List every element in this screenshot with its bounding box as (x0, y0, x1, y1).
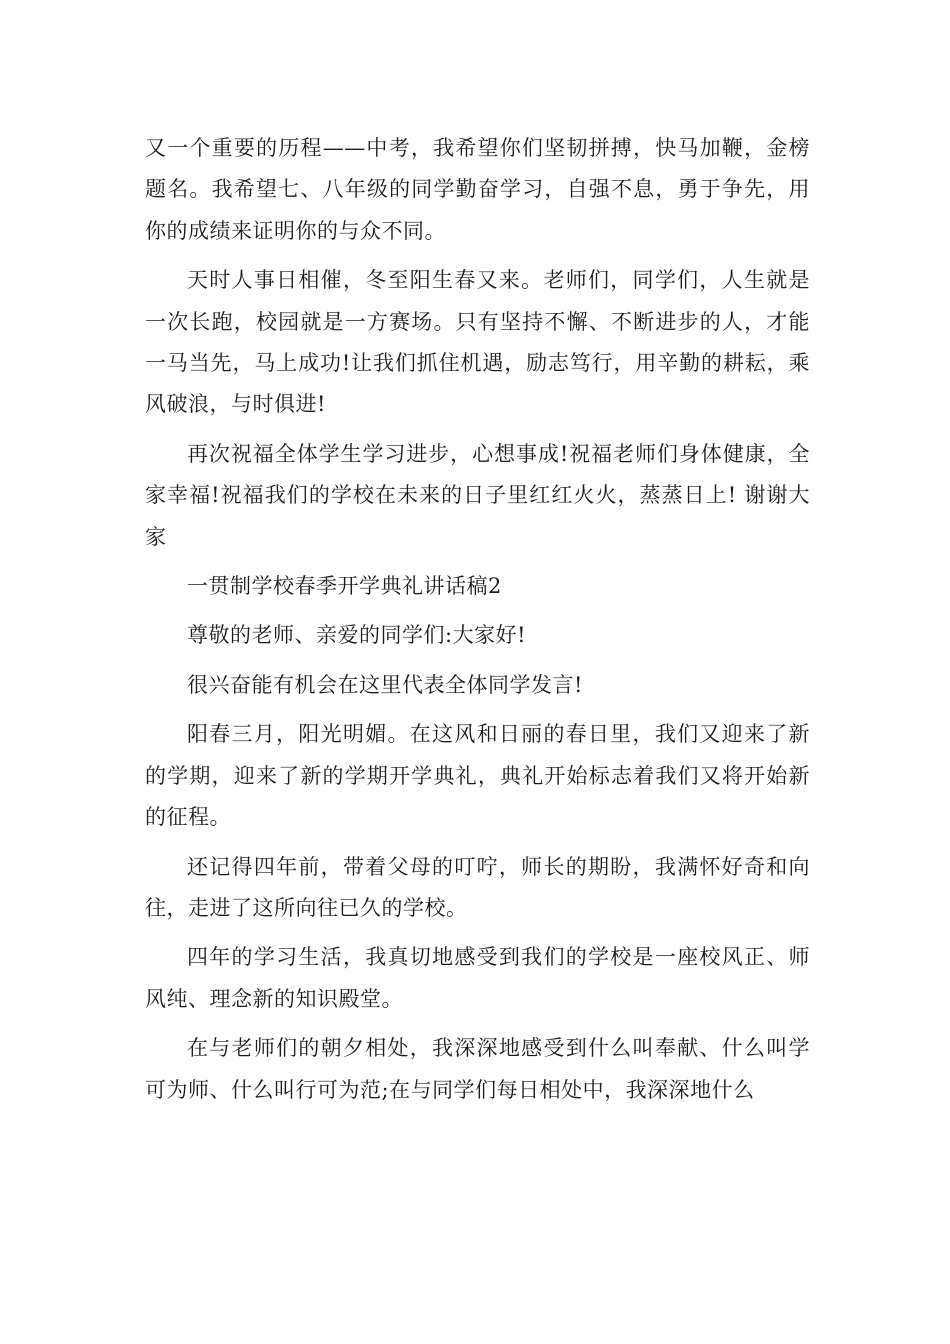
document-body (145, 128, 810, 1119)
salutation: 尊敬的老师、亲爱的同学们:大家好! (187, 623, 527, 648)
paragraph: 四年的学习生活，我真切地感受到我们的学校是一座校风正、师风纯、理念新的知识殿堂。 (145, 945, 810, 1011)
paragraph: 还记得四年前，带着父母的叮咛，师长的期盼，我满怀好奇和向往，走进了这所向往已久的学校。 (145, 854, 810, 920)
paragraph: 在与老师们的朝夕相处，我深深地感受到什么叫奉献、什么叫学可为师、什么叫行可为范;在与同学们每日相处中，我深深地什么 (145, 1036, 810, 1102)
paragraph: 很兴奋能有机会在这里代表全体同学发言! (187, 672, 583, 697)
paragraph-continuation: 又一个重要的历程——中考，我希望你们坚韧拼搏，快马加鞭，金榜题名。我希望七、八年级的同学勤奋学习，自强不息，勇于争先，用你的成绩来证明你的与众不同。 (145, 136, 810, 243)
paragraph: 阳春三月，阳光明媚。在这风和日丽的春日里，我们又迎来了新的学期，迎来了新的学期开学典礼，典礼开始标志着我们又将开始新的征程。 (145, 722, 810, 830)
paragraph: 再次祝福全体学生学习进步，心想事成!祝福老师们身体健康，全家幸福!祝福我们的学校在未来的日子里红红火火，蒸蒸日上! 谢谢大家 (145, 441, 810, 549)
paragraph: 天时人事日相催，冬至阳生春又来。老师们，同学们，人生就是一次长跑，校园就是一方赛场。只有坚持不懈、不断进步的人，才能一马当先，马上成功!让我们抓住机遇，励志笃行，用辛勤的耕耘，乘风破浪，与时俱进! (145, 268, 810, 417)
section-title: 一贯制学校春季开学典礼讲话稿2 (187, 574, 502, 599)
